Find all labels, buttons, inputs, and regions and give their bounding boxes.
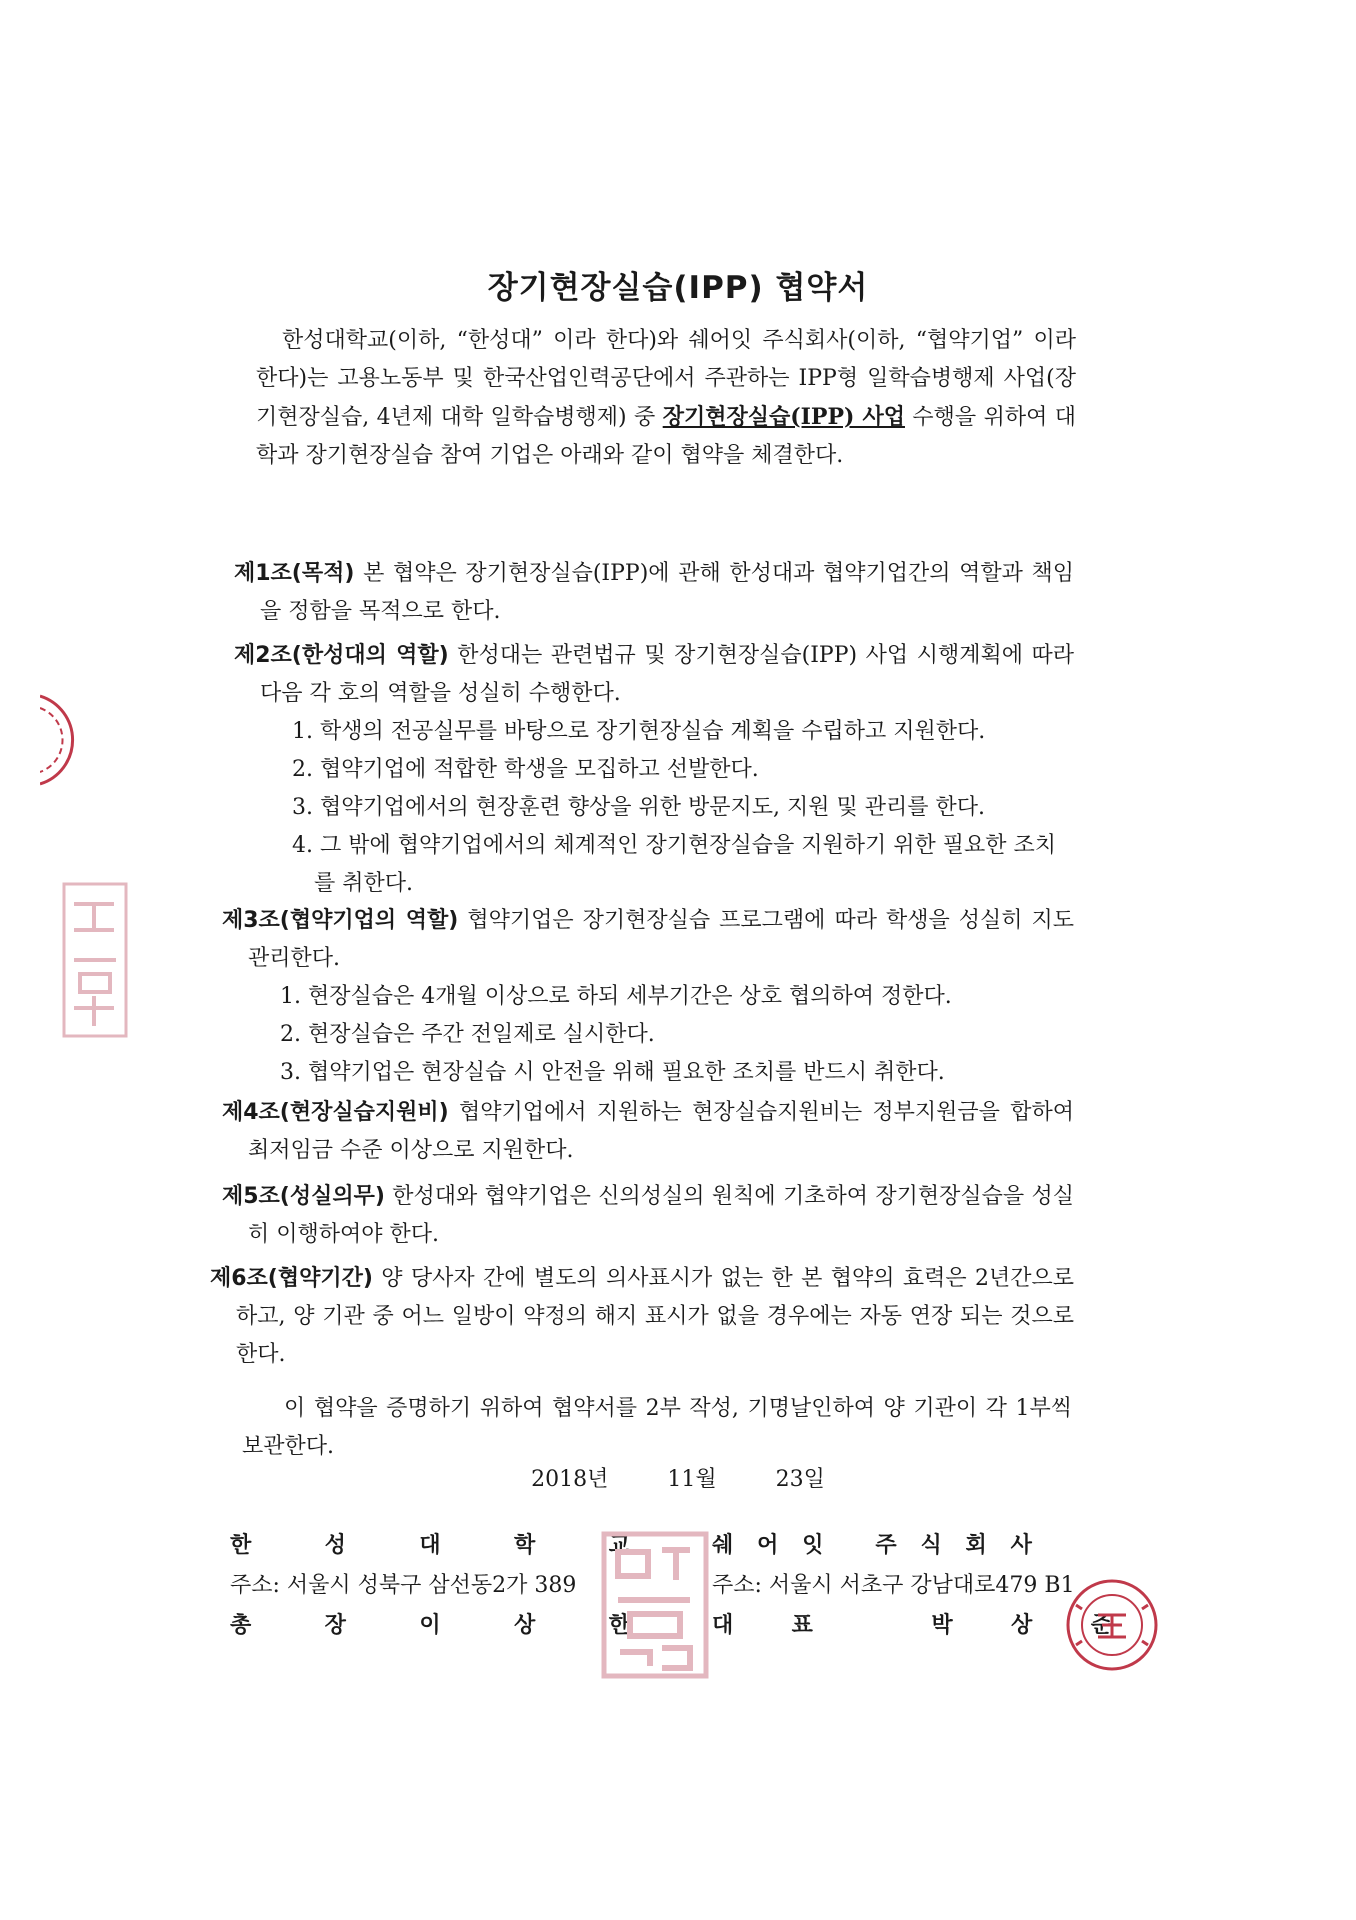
date-day: 23일 — [775, 1467, 825, 1492]
article-body: 협약기업에서 지원하는 현장실습지원비는 정부지원금을 합하여 최저임금 수준 이상으로 지원한다. — [248, 1100, 1074, 1163]
party-name — [230, 1526, 630, 1566]
role-char: 표 — [791, 1613, 813, 1638]
rep-char: 상 — [1011, 1613, 1033, 1638]
role-char: 장 — [324, 1613, 346, 1638]
list-item: 3. 협약기업은 현장실습 시 안전을 위해 필요한 조치를 반드시 취한다. — [280, 1060, 945, 1085]
document-title: 장기현장실습(IPP) 협약서 — [487, 270, 869, 306]
list-item: 1. 현장실습은 4개월 이상으로 하되 세부기간은 상호 협의하여 정한다. — [280, 984, 952, 1009]
name-char: 사 — [1010, 1533, 1032, 1558]
name-char: 한 — [230, 1533, 252, 1558]
intro-underlined-text: 장기현장실습(IPP) 사업 — [662, 404, 905, 430]
article-3-items — [222, 978, 1074, 1092]
list-item: 2. 협약기업에 적합한 학생을 모집하고 선발한다. — [292, 757, 759, 782]
article-3 — [222, 902, 1074, 1092]
article-2 — [234, 637, 1074, 903]
name-char: 학 — [514, 1533, 536, 1558]
article-heading: 제5조(성실의무) — [222, 1184, 385, 1209]
rep-char: 상 — [514, 1613, 536, 1638]
party-name — [712, 1526, 1032, 1566]
intro-paragraph — [256, 322, 1076, 475]
name-char: 식 — [920, 1533, 942, 1558]
signing-date — [0, 1462, 1356, 1493]
article-body: 양 당사자 간에 별도의 의사표시가 없는 한 본 협약의 효력은 2년간으로 하고, 양 기관 중 어느 일방이 약정의 해지 표시가 없을 경우에는 자동 연장 되는 것으로 한다. — [236, 1266, 1074, 1367]
article-4 — [222, 1094, 1074, 1170]
name-char: 주 — [875, 1533, 897, 1558]
name-char: 성 — [324, 1533, 346, 1558]
article-body: 한성대와 협약기업은 신의성실의 원칙에 기초하여 장기현장실습을 성실히 이행하여야 한다. — [248, 1184, 1074, 1247]
article-heading: 제6조(협약기간) — [210, 1266, 373, 1291]
date-month: 11월 — [667, 1467, 717, 1492]
list-item: 4. 그 밖에 협약기업에서의 체계적인 장기현장실습을 지원하기 위한 필요한 조치를 취한다. — [292, 833, 1056, 896]
date-year: 2018년 — [531, 1467, 609, 1492]
party-representative — [230, 1606, 630, 1646]
article-6 — [210, 1260, 1074, 1374]
rep-char: 한 — [608, 1613, 630, 1638]
party-representative — [712, 1606, 1112, 1646]
intro-text-1: 한성대학교(이하, “한성대” 이라 한다)와 쉐어잇 주식회사(이하, “협약기업” 이라 한다)는 고용노동부 및 한국산업인력공단에서 주관하는 IPP형 일학습병행제 사업(장기현장실습, 4년제 대학 일학습병행제) 중 — [256, 328, 1076, 430]
article-body: 협약기업은 장기현장실습 프로그램에 따라 학생을 성실히 지도 관리한다. — [248, 908, 1074, 971]
name-char: 대 — [419, 1533, 441, 1558]
rep-char: 이 — [419, 1613, 441, 1638]
name-char: 잇 — [802, 1533, 824, 1558]
party-university — [230, 1526, 630, 1646]
list-item: 1. 학생의 전공실무를 바탕으로 장기현장실습 계획을 수립하고 지원한다. — [292, 719, 986, 744]
company-round-seal-icon — [1062, 1575, 1162, 1675]
name-char: 어 — [757, 1533, 779, 1558]
name-char: 회 — [965, 1533, 987, 1558]
article-heading: 제4조(현장실습지원비) — [222, 1100, 449, 1125]
intro-text-2: 수행을 위하여 대학과 장기현장실습 참여 기업은 아래와 같이 협약을 체결한다. — [256, 405, 1076, 468]
article-2-items — [234, 713, 1074, 903]
name-char: 교 — [608, 1533, 630, 1558]
role-char: 총 — [230, 1613, 252, 1638]
faint-stamp-impression-icon — [60, 880, 130, 1040]
partial-round-seal-icon — [40, 690, 86, 790]
closing-text: 이 협약을 증명하기 위하여 협약서를 2부 작성, 기명날인하여 양 기관이 각 1부씩 보관한다. — [242, 1396, 1072, 1459]
article-body: 본 협약은 장기현장실습(IPP)에 관해 한성대과 협약기업간의 역할과 책임을 정함을 목적으로 한다. — [260, 561, 1074, 624]
rep-char: 박 — [931, 1613, 953, 1638]
party-address: 주소: 서울시 성북구 삼선동2가 389 — [230, 1573, 577, 1598]
closing-paragraph — [242, 1390, 1072, 1466]
role-char: 대 — [712, 1613, 734, 1638]
article-heading: 제3조(협약기업의 역할) — [222, 908, 459, 933]
university-square-seal-icon — [600, 1530, 710, 1680]
name-char: 쉐 — [712, 1533, 734, 1558]
list-item: 3. 협약기업에서의 현장훈련 향상을 위한 방문지도, 지원 및 관리를 한다. — [292, 795, 985, 820]
list-item: 2. 현장실습은 주간 전일제로 실시한다. — [280, 1022, 655, 1047]
article-heading: 제2조(한성대의 역할) — [234, 643, 449, 668]
article-body: 한성대는 관련법규 및 장기현장실습(IPP) 사업 시행계획에 따라 다음 각 호의 역할을 성실히 수행한다. — [260, 643, 1075, 706]
article-1 — [234, 555, 1074, 631]
article-heading: 제1조(목적) — [234, 561, 355, 586]
party-address: 주소: 서울시 서초구 강남대로479 B1 — [712, 1573, 1075, 1598]
article-5 — [222, 1178, 1074, 1254]
rep-char: 준 — [1090, 1613, 1112, 1638]
